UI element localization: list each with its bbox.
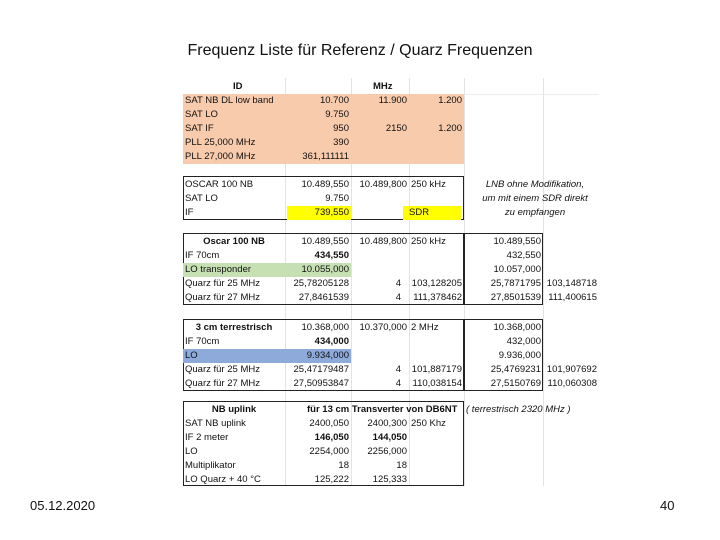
table-row: [183, 122, 464, 136]
row-label: SAT LO: [185, 109, 218, 120]
cell-value: 101,907692: [546, 364, 597, 375]
row-label: LO: [183, 349, 351, 363]
table-row: [183, 263, 599, 277]
cell-value: 434,550: [314, 250, 349, 261]
cell-value: 4: [395, 292, 401, 303]
table-row: [183, 363, 599, 377]
table-row: [183, 178, 599, 192]
row-label: Quarz für 25 MHz: [185, 278, 260, 289]
mhz-header: MHz: [373, 81, 393, 92]
cell-value: 10.489,550: [301, 236, 349, 247]
cell-value: 4: [395, 378, 401, 389]
transverter-label: für 13 cm Transverter von DB6NT: [307, 404, 458, 415]
table-row: [183, 349, 599, 363]
cell-value: 25,47179487: [293, 364, 349, 375]
table-row: [183, 94, 464, 108]
cell-value: 9.934,000: [306, 350, 349, 361]
id-header: ID: [233, 81, 243, 92]
cell-value: 250 kHz: [411, 236, 446, 247]
cell-value: 2150: [385, 123, 407, 134]
row-label: SAT IF: [185, 123, 214, 134]
table-row: [183, 335, 599, 349]
row-label: Multiplikator: [185, 460, 236, 471]
cell-value: 18: [396, 460, 407, 471]
row-label: SAT NB DL low band: [185, 95, 274, 106]
table-row: [183, 473, 599, 487]
cell-value: 432,550: [506, 250, 541, 261]
cell-value: 25,7871795: [490, 278, 541, 289]
cell-value: 111,378462: [413, 292, 462, 303]
table5-header: [183, 403, 599, 417]
cell-value: 1.200: [438, 95, 462, 106]
cell-value: 103,128205: [411, 278, 462, 289]
cell-value: 2 MHz: [411, 322, 439, 333]
cell-value: 110,038154: [412, 378, 462, 389]
table-row: [183, 136, 464, 150]
table-row: [183, 445, 599, 459]
cell-value: 4: [395, 278, 401, 289]
cell-value: 111,400615: [548, 292, 597, 303]
cell-value: 10.370,000: [359, 322, 407, 333]
slide-title: Frequenz Liste für Referenz / Quarz Frequenzen: [187, 42, 533, 59]
row-label: Quarz für 27 MHz: [185, 292, 260, 303]
row-label: PLL 27,000 MHz: [185, 151, 256, 162]
cell-value: 27,8461539: [298, 292, 349, 303]
cell-value: 4: [395, 364, 401, 375]
cell-value: 25,78205128: [293, 278, 349, 289]
table-row: [183, 206, 599, 220]
row-label: SAT NB uplink: [185, 418, 246, 429]
lnb-note: LNB ohne Modifikation,: [485, 179, 585, 190]
cell-value: 361,111111: [302, 151, 349, 162]
cell-value: 10.489,550: [301, 179, 349, 190]
cell-value: 101,887179: [411, 364, 462, 375]
table-row: [183, 277, 599, 291]
row-label: 3 cm terrestrisch: [195, 322, 273, 333]
cell-value: 1.200: [438, 123, 462, 134]
table-row: [183, 417, 599, 431]
table1-header: [183, 80, 599, 95]
cell-value: 27,8501539: [490, 292, 541, 303]
cell-value: 25,4769231: [490, 364, 541, 375]
cell-value: 10.055,000: [301, 264, 349, 275]
cell-value: 27,50953847: [293, 378, 349, 389]
row-label: Oscar 100 NB: [203, 236, 265, 247]
row-label: LO: [185, 446, 198, 457]
table-row: [183, 192, 599, 206]
row-label: IF 70cm: [185, 250, 220, 261]
row-label: Quarz für 27 MHz: [185, 378, 260, 389]
cell-value: SDR: [403, 206, 461, 220]
table-row: [183, 321, 599, 335]
cell-value: 250 Khz: [411, 418, 446, 429]
cell-value: 10.489,800: [359, 236, 407, 247]
cell-value: 9.750: [325, 109, 349, 120]
cell-value: 125,222: [314, 474, 349, 485]
cell-value: 2256,000: [367, 446, 407, 457]
cell-value: 103,148718: [546, 278, 597, 289]
cell-value: 10.700: [319, 95, 349, 106]
row-label: OSCAR 100 NB: [185, 179, 254, 190]
spreadsheet: [183, 78, 599, 486]
cell-value: 27,5150769: [490, 378, 541, 389]
row-label: IF: [185, 207, 194, 218]
row-label: NB uplink: [211, 404, 257, 415]
cell-value: 2400,300: [367, 418, 407, 429]
cell-value: 434,000: [314, 336, 349, 347]
cell-value: 18: [338, 460, 349, 471]
table-row: [183, 459, 599, 473]
lnb-note: um mit einem SDR direkt: [482, 193, 588, 204]
cell-value: 146,050: [314, 432, 349, 443]
cell-value: 11.900: [378, 95, 407, 106]
table-row: [183, 108, 464, 122]
lnb-note: zu empfangen: [504, 207, 566, 218]
table-row: [183, 291, 599, 305]
footer-date: 05.12.2020: [30, 498, 96, 513]
row-label: IF 2 meter: [185, 432, 229, 443]
row-label: IF 70cm: [185, 336, 220, 347]
cell-value: 10.368,000: [493, 322, 541, 333]
table-row: [183, 249, 599, 263]
cell-value: 144,050: [372, 432, 407, 443]
cell-value: 10.489,550: [493, 236, 541, 247]
cell-value: 432,000: [506, 336, 541, 347]
cell-value: 10.368,000: [301, 322, 349, 333]
row-label: Quarz für 25 MHz: [185, 364, 260, 375]
table-row: [183, 150, 464, 164]
row-label: LO transponder: [183, 263, 351, 277]
cell-value: 125,333: [372, 474, 407, 485]
cell-value: 739,550: [287, 206, 351, 220]
row-label: SAT LO: [185, 193, 218, 204]
row-label: LO Quarz + 40 °C: [185, 474, 261, 485]
cell-value: 9.750: [325, 193, 349, 204]
table-row: [183, 377, 599, 391]
row-label: PLL 25,000 MHz: [185, 137, 256, 148]
cell-value: 10.057,000: [493, 264, 541, 275]
cell-value: 2400,050: [309, 418, 349, 429]
cell-value: 10.489,800: [359, 179, 407, 190]
table-row: [183, 431, 599, 445]
cell-value: 250 kHz: [411, 179, 446, 190]
cell-value: 950: [333, 123, 349, 134]
page-number: 40: [660, 498, 675, 513]
cell-value: 9.936,000: [498, 350, 541, 361]
cell-value: 390: [333, 137, 349, 148]
table-row: [183, 235, 599, 249]
cell-value: 110,060308: [547, 378, 597, 389]
terrestrial-note: ( terrestrisch 2320 MHz ): [466, 404, 571, 415]
cell-value: 2254,000: [309, 446, 349, 457]
